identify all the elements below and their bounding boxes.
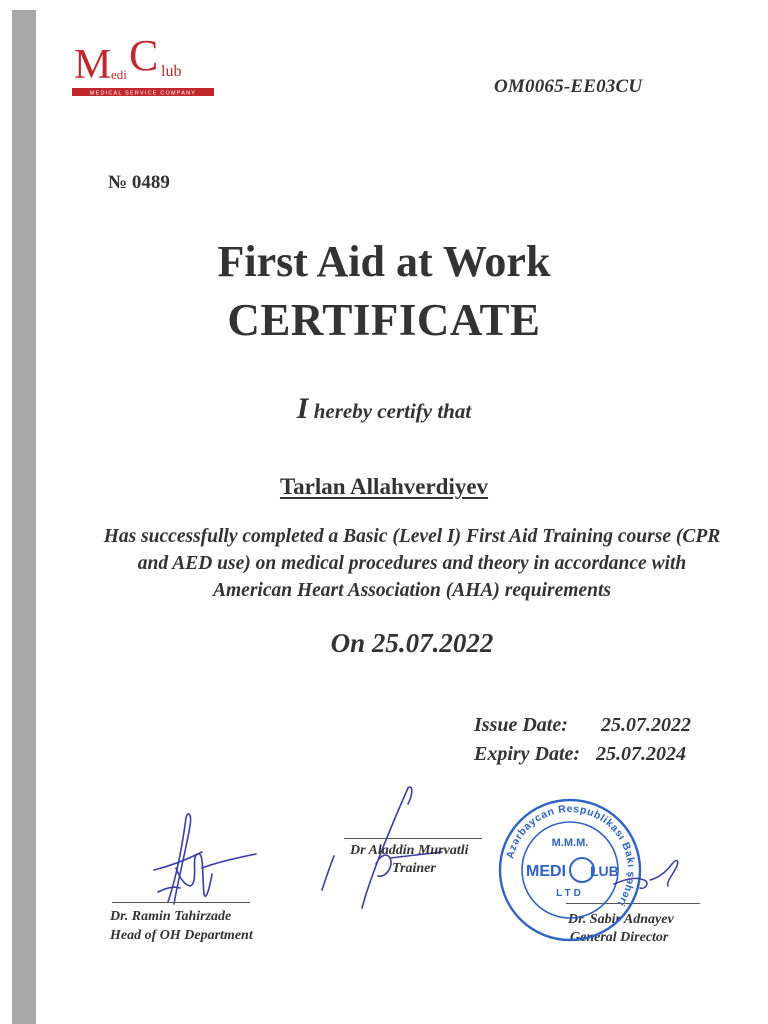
expiry-date-label: Expiry Date: (474, 743, 581, 765)
signatory-name-2: Dr Aladdin Murvatli (350, 843, 469, 858)
certify-statement (0, 392, 768, 426)
svg-text:lub: lub (161, 63, 182, 80)
certify-initial: I (296, 392, 309, 425)
expiry-date-value: 25.07.2024 (596, 743, 686, 765)
certify-text: hereby certify that (308, 399, 472, 423)
left-margin-bar (12, 10, 36, 1024)
svg-text:Azərbaycan Respublikası Bakı ş: Azərbaycan Respublikası Bakı şəhəri (504, 802, 638, 909)
signature-line-1 (112, 902, 250, 903)
signatory-name-1: Dr. Ramin Tahirzade (110, 909, 232, 924)
expiry-date-row (474, 740, 691, 769)
certificate-heading: CERTIFICATE (227, 295, 541, 345)
svg-text:edi: edi (111, 67, 127, 82)
course-description: Has successfully completed a Basic (Level I) First Aid Training course (CPR and AED use) on medical procedures and theory in accordance with American Heart Association (AHA) requirements (103, 526, 721, 601)
svg-text:LTD: LTD (556, 888, 584, 899)
signatory-title-1: Head of OH Department (110, 928, 253, 943)
issue-date-row (474, 711, 691, 740)
validity-dates (474, 711, 691, 769)
signatory-title-2: Trainer (392, 861, 436, 876)
svg-text:MEDI: MEDI (526, 863, 566, 880)
issue-date-value: 25.07.2022 (601, 714, 691, 736)
signature-general-director (610, 850, 690, 900)
recipient-name: Tarlan Allahverdiyev (279, 474, 489, 499)
signatory-title-3: General Director (570, 930, 669, 945)
svg-text:LUB: LUB (590, 863, 619, 879)
svg-text:M.M.M.: M.M.M. (551, 837, 589, 849)
certificate-title: First Aid at Work (217, 237, 551, 286)
issue-date-label: Issue Date: (474, 714, 568, 736)
signature-head-of-oh (146, 808, 266, 912)
certificate-number: № 0489 (108, 172, 170, 193)
document-code: OM0065-EE03CU (494, 76, 643, 97)
signatory-name-3: Dr. Sabir Adnayev (568, 912, 674, 927)
mediclub-logo (72, 36, 218, 98)
svg-text:MEDICAL SERVICE COMPANY: MEDICAL SERVICE COMPANY (89, 90, 197, 97)
svg-text:M: M (74, 42, 112, 88)
completion-date: On 25.07.2022 (330, 628, 494, 658)
svg-text:C: C (129, 36, 159, 80)
